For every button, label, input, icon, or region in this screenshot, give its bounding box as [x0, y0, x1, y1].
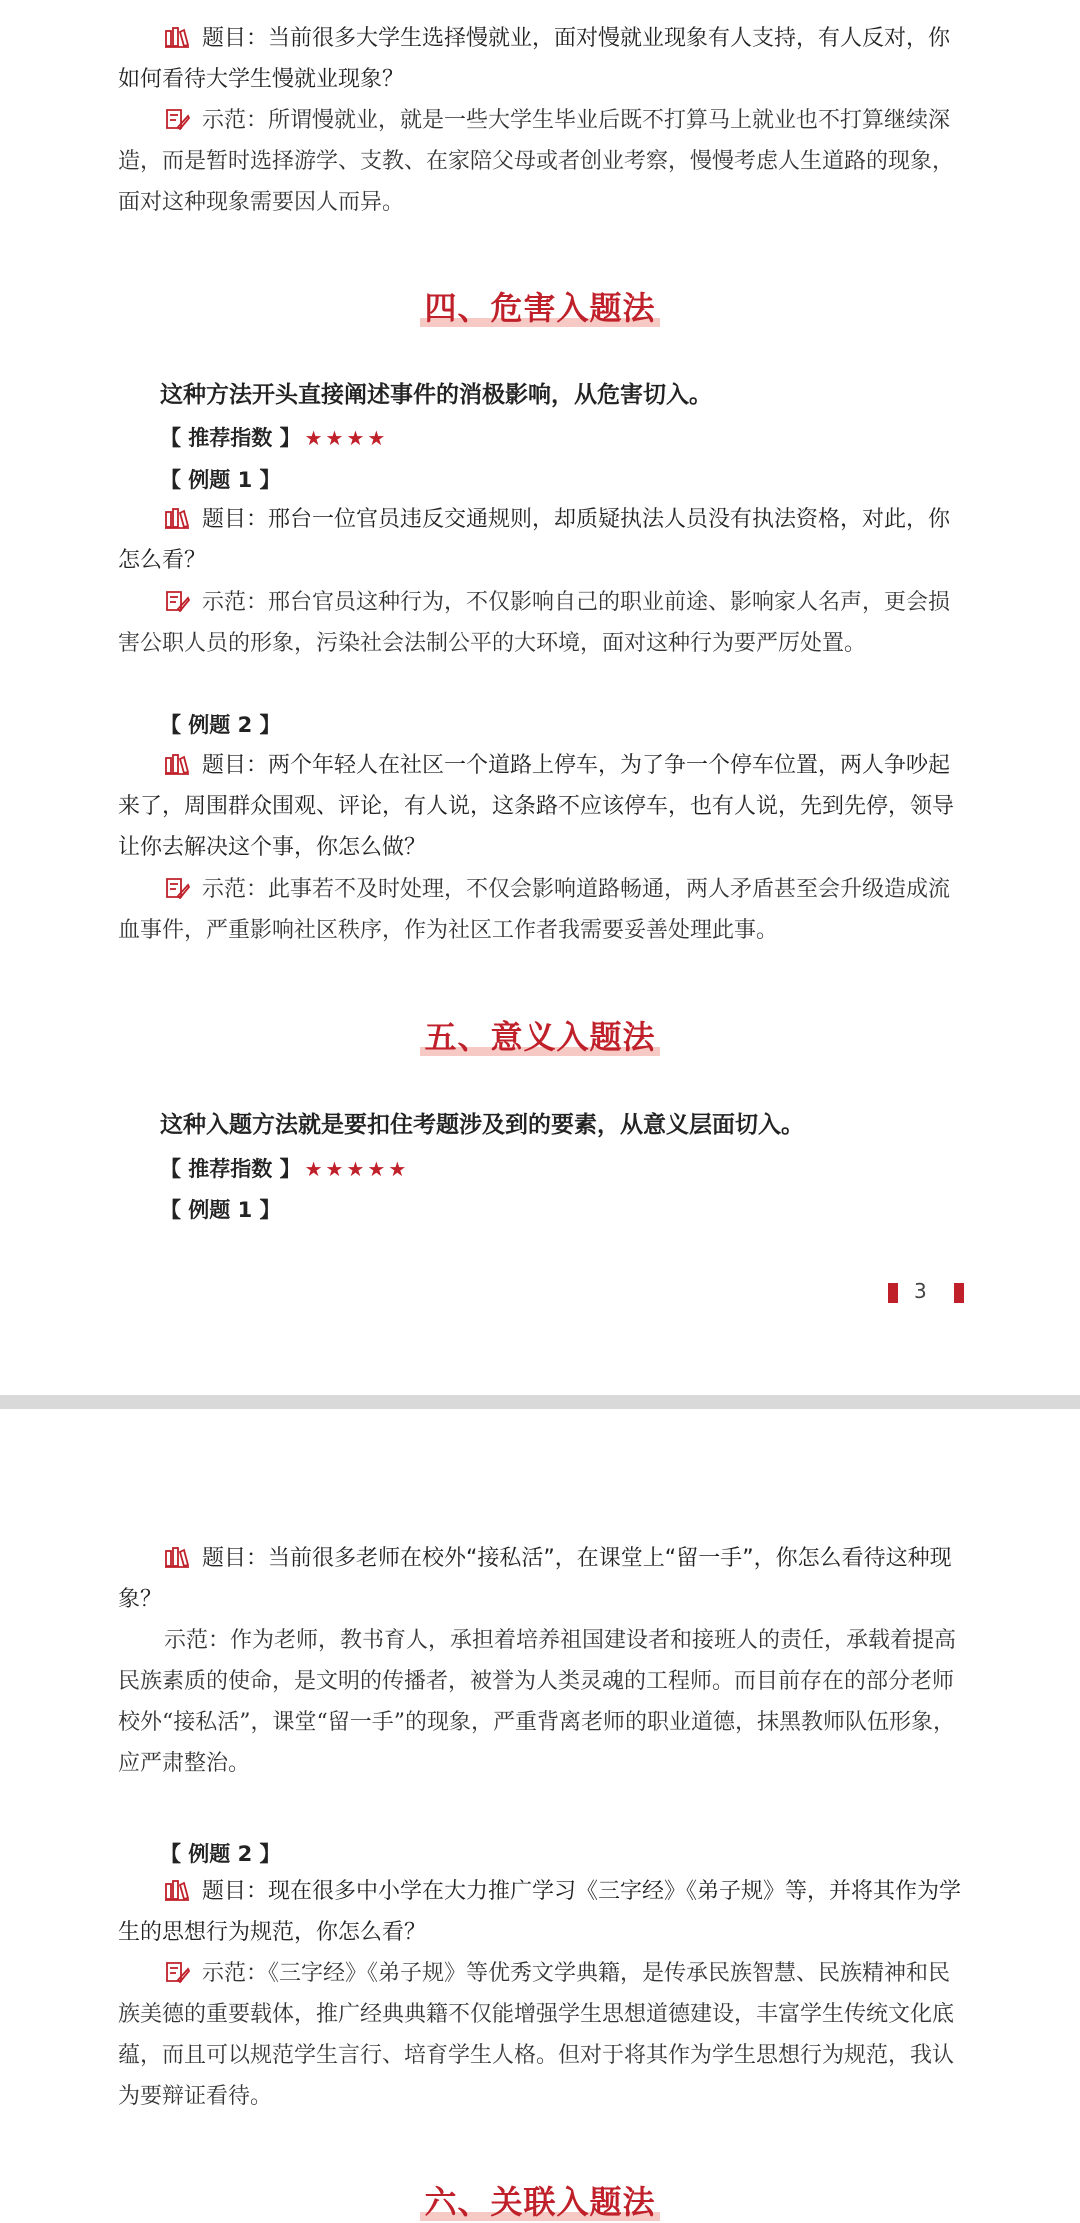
- section-heading: 五、意义入题法: [0, 1012, 1080, 1058]
- example-label: 【 例题 1 】: [160, 468, 281, 492]
- pen-icon: [164, 876, 190, 900]
- star-rating: ★★★★: [304, 426, 389, 450]
- book-icon: [164, 25, 190, 49]
- answer-text: 此事若不及时处理，不仅会影响道路畅通，两人矛盾甚至会升级造成流血事件，严重影响社区秩序，作为社区工作者我需要妥善处理此事。: [118, 877, 951, 943]
- question-paragraph: 题目：现在很多中小学在大力推广学习《三字经》《弟子规》等，并将其作为学生的思想行为规范，你怎么看？: [118, 1879, 962, 1945]
- book-icon: [164, 1878, 190, 1902]
- question-text: 邢台一位官员违反交通规则，却质疑执法人员没有执法资格，对此，你怎么看？: [118, 507, 951, 573]
- section-heading: 四、危害入题法: [0, 283, 1080, 329]
- question-paragraph: 题目：当前很多老师在校外“接私活”，在课堂上“留一手”，你怎么看待这种现象？: [118, 1546, 952, 1612]
- answer-paragraph: 示范：《三字经》《弟子规》等优秀文学典籍，是传承民族智慧、民族精神和民族美德的重要载体，推广经典典籍不仅能增强学生思想道德建设，丰富学生传统文化底蕴，而且可以规范学生言行、培育学生人格。但对于将其作为学生思想行为规范，我认为要辩证看待。: [118, 1961, 955, 2109]
- answer-paragraph: 示范：邢台官员这种行为，不仅影响自己的职业前途、影响家人名声，更会损害公职人员的形象，污染社会法制公平的大环境，面对这种行为要严厉处置。: [118, 590, 951, 656]
- question-paragraph: [118, 18, 966, 100]
- example-label: 【 例题 2 】: [160, 1842, 281, 1866]
- example-label: 【 例题 2 】: [160, 713, 281, 737]
- answer-text: 《三字经》《弟子规》等优秀文学典籍，是传承民族智慧、民族精神和民族美德的重要载体，推广经典典籍不仅能增强学生思想道德建设，丰富学生传统文化底蕴，而且可以规范学生言行、培育学生人格。但对于将其作为学生思想行为规范，我认为要辩证看待。: [118, 1961, 955, 2109]
- star-rating: ★★★★★: [304, 1157, 410, 1181]
- example-label: 【 例题 1 】: [160, 1198, 281, 1222]
- page-number-marker: [954, 1283, 964, 1303]
- section-intro: 这种方法开头直接阐述事件的消极影响，从危害切入。: [160, 382, 712, 408]
- page-number: 3: [888, 1279, 966, 1309]
- answer-paragraph: [118, 100, 966, 223]
- recommend-index: 【 推荐指数 】 ★★★★★: [160, 1157, 410, 1181]
- question-text: 两个年轻人在社区一个道路上停车，为了争一个停车位置，两人争吵起来了，周围群众围观、评论，有人说，这条路不应该停车，也有人说，先到先停，领导让你去解决这个事，你怎么做？: [118, 753, 955, 860]
- answer-text: 作为老师，教书育人，承担着培养祖国建设者和接班人的责任，承载着提高民族素质的使命，是文明的传播者，被誉为人类灵魂的工程师。而目前存在的部分老师校外“接私活”，课堂“留一手”的现象，严重背离老师的职业道德，抹黑教师队伍形象，应严肃整治。: [118, 1628, 957, 1776]
- recommend-index: 【 推荐指数 】 ★★★★: [160, 426, 389, 450]
- section-intro: 这种入题方法就是要扣住考题涉及到的要素，从意义层面切入。: [160, 1112, 804, 1138]
- answer-text: 邢台官员这种行为，不仅影响自己的职业前途、影响家人名声，更会损害公职人员的形象，污染社会法制公平的大环境，面对这种行为要严厉处置。: [118, 590, 951, 656]
- book-icon: [164, 506, 190, 530]
- book-icon: [164, 1545, 190, 1569]
- question-paragraph: 题目：邢台一位官员违反交通规则，却质疑执法人员没有执法资格，对此，你怎么看？: [118, 507, 951, 573]
- page-number-marker: [888, 1283, 898, 1303]
- document-page-4: [0, 1409, 1080, 2223]
- pen-icon: [164, 589, 190, 613]
- pen-icon: [164, 1960, 190, 1984]
- question-text: 当前很多老师在校外“接私活”，在课堂上“留一手”，你怎么看待这种现象？: [118, 1546, 952, 1612]
- answer-paragraph: 示范：此事若不及时处理，不仅会影响道路畅通，两人矛盾甚至会升级造成流血事件，严重影响社区秩序，作为社区工作者我需要妥善处理此事。: [118, 877, 951, 943]
- answer-paragraph: 示范：作为老师，教书育人，承担着培养祖国建设者和接班人的责任，承载着提高民族素质的使命，是文明的传播者，被誉为人类灵魂的工程师。而目前存在的部分老师校外“接私活”，课堂“留一手”的现象，严重背离老师的职业道德，抹黑教师队伍形象，应严肃整治。: [118, 1628, 957, 1776]
- section-heading: 六、关联入题法: [0, 2177, 1080, 2223]
- answer-text: 所谓慢就业，就是一些大学生毕业后既不打算马上就业也不打算继续深造，而是暂时选择游学、支教、在家陪父母或者创业考察，慢慢考虑人生道路的现象，面对这种现象需要因人而异。: [118, 108, 955, 215]
- question-text: 当前很多大学生选择慢就业，面对慢就业现象有人支持，有人反对，你如何看待大学生慢就业现象？: [118, 26, 951, 92]
- book-icon: [164, 752, 190, 776]
- question-text: 现在很多中小学在大力推广学习《三字经》《弟子规》等，并将其作为学生的思想行为规范，你怎么看？: [118, 1879, 962, 1945]
- question-paragraph: 题目：两个年轻人在社区一个道路上停车，为了争一个停车位置，两人争吵起来了，周围群众围观、评论，有人说，这条路不应该停车，也有人说，先到先停，领导让你去解决这个事，你怎么做？: [118, 753, 955, 860]
- answer-label: 示范：: [202, 108, 269, 133]
- pen-icon: [164, 107, 190, 131]
- page-divider: [0, 1395, 1080, 1409]
- question-label: 题目：: [202, 26, 269, 51]
